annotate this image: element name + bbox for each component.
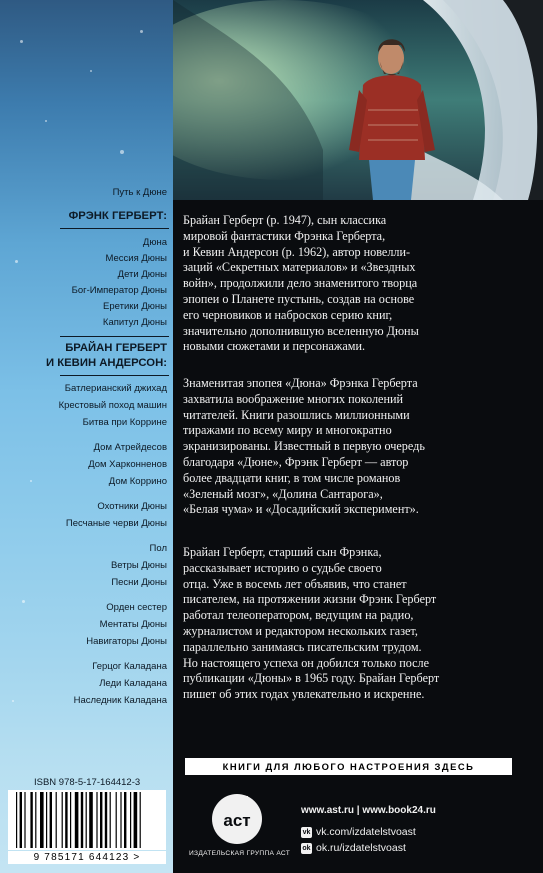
isbn-number: ISBN 978-5-17-164412-3 bbox=[34, 777, 141, 788]
text-line: эпопеи о Планете пустынь, создав на основе bbox=[183, 291, 415, 306]
barcode-bar bbox=[20, 792, 22, 848]
text-line: заций «Секретных материалов» и «Звездных bbox=[183, 260, 416, 275]
barcode-bar bbox=[134, 792, 138, 848]
text-line: и Кевин Андерсон (р. 1962), автор новелли- bbox=[183, 244, 411, 259]
book-title: Дети Дюны bbox=[117, 269, 167, 280]
barcode-bar bbox=[81, 792, 83, 848]
text-line: мировой фантастики Фрэнка Герберта, bbox=[183, 228, 386, 243]
book-title: Дюна bbox=[142, 237, 167, 248]
section-heading-brian-kevin-line2: И КЕВИН АНДЕРСОН: bbox=[45, 357, 167, 369]
barcode-bar bbox=[75, 792, 79, 848]
section-heading-brian-kevin-line1: БРАЙАН ГЕРБЕРТ bbox=[65, 342, 167, 354]
barcode-digits: 9 785171 644123 > bbox=[8, 851, 166, 864]
back-cover bbox=[173, 0, 543, 873]
book-title: Капитул Дюны bbox=[102, 317, 167, 328]
barcode-bar bbox=[70, 792, 71, 848]
barcode-bar bbox=[16, 792, 17, 848]
book-title: Наследник Каладана bbox=[73, 695, 167, 706]
barcode-bar bbox=[46, 792, 47, 848]
text-line: Брайан Герберт (р. 1947), сын классика bbox=[183, 213, 387, 227]
barcode-bar bbox=[124, 792, 126, 848]
series-sidebar bbox=[0, 0, 173, 873]
social-link-text: ok.ru/izdatelstvoast bbox=[316, 842, 406, 854]
text-line: рассказывает историю о судьбе своего bbox=[183, 560, 382, 575]
barcode-bar bbox=[56, 792, 57, 848]
section-heading-frank: ФРЭНК ГЕРБЕРТ: bbox=[68, 210, 167, 222]
book-title: Навигаторы Дюны bbox=[86, 636, 167, 647]
book-title: Герцог Каладана bbox=[92, 661, 167, 672]
text-line: его черновиков и набросков серию книг, bbox=[183, 307, 393, 322]
barcode-bar bbox=[30, 792, 32, 848]
social-link-vk[interactable] bbox=[301, 826, 416, 838]
barcode-bar bbox=[96, 792, 97, 848]
book-title: Бог-Император Дюны bbox=[71, 285, 167, 296]
text-line: работал телеоператором, ведущим на радио, bbox=[183, 608, 414, 623]
book-title: Ментаты Дюны bbox=[99, 619, 167, 630]
publisher-logo bbox=[201, 790, 273, 846]
book-title: Битва при Коррине bbox=[82, 417, 167, 428]
barcode-bar bbox=[50, 792, 52, 848]
logo-text: аст bbox=[223, 811, 251, 830]
book-title: Батлерианский джихад bbox=[64, 383, 167, 394]
divider bbox=[60, 228, 169, 229]
text-line: войн», продолжили дело знаменитого творца bbox=[183, 276, 418, 291]
text-line: Брайан Герберт, старший сын Фрэнка, bbox=[183, 545, 382, 559]
text-line: писателем, на протяжении жизни Фрэнк Герберт bbox=[183, 592, 437, 607]
divider bbox=[60, 375, 169, 376]
book-title: Мессия Дюны bbox=[105, 253, 167, 264]
text-line: Но настоящего успеха он добился только после bbox=[183, 655, 430, 670]
barcode-bar bbox=[40, 792, 44, 848]
book-title: Крестовый поход машин bbox=[58, 400, 167, 411]
author-bio-paragraph bbox=[183, 213, 535, 355]
book-title: Песни Дюны bbox=[111, 577, 167, 588]
publisher-websites[interactable]: www.ast.ru | www.book24.ru bbox=[301, 805, 436, 816]
text-line: журналистом и редактором нескольких газет, bbox=[183, 623, 418, 638]
book-title: Дом Коррино bbox=[108, 476, 167, 487]
text-line: более двадцати книг, в том числе романов bbox=[183, 470, 401, 485]
barcode bbox=[8, 790, 166, 850]
vk-icon: vk bbox=[302, 828, 311, 836]
tagline-banner: КНИГИ ДЛЯ ЛЮБОГО НАСТРОЕНИЯ ЗДЕСЬ bbox=[185, 758, 512, 775]
book-title: Дом Харконненов bbox=[88, 459, 167, 470]
barcode-bar bbox=[140, 792, 141, 848]
book-title: Песчаные черви Дюны bbox=[65, 518, 167, 529]
publisher-group-label: ИЗДАТЕЛЬСКАЯ ГРУППА АСТ bbox=[189, 850, 291, 857]
book-title: Охотники Дюны bbox=[97, 501, 167, 512]
barcode-bar bbox=[116, 792, 117, 848]
book-title: Пол bbox=[149, 543, 167, 554]
social-link-ok[interactable] bbox=[301, 842, 406, 854]
barcode-bar bbox=[86, 792, 87, 848]
barcode-bar bbox=[62, 792, 63, 848]
text-line: захватила воображение многих поколений bbox=[183, 391, 404, 406]
barcode-bar bbox=[105, 792, 107, 848]
book-title: Ветры Дюны bbox=[110, 560, 167, 571]
dune-epic-paragraph bbox=[183, 376, 535, 518]
biography-paragraph bbox=[183, 545, 535, 703]
social-link-text: vk.com/izdatelstvoast bbox=[316, 826, 416, 838]
barcode-bar bbox=[35, 792, 36, 848]
barcode-bar bbox=[110, 792, 111, 848]
text-line: экранизированы. Известный в первую очередь bbox=[183, 439, 425, 454]
book-title: Дом Атрейдесов bbox=[93, 442, 167, 453]
cover-illustration bbox=[173, 0, 543, 200]
text-line: параллельно занимаясь писательским трудом. bbox=[183, 639, 422, 654]
text-line: благодаря «Дюне», Фрэнк Герберт — автор bbox=[183, 454, 409, 469]
barcode-bar bbox=[24, 792, 25, 848]
text-line: новыми сюжетами и персонажами. bbox=[183, 339, 366, 354]
barcode-bar bbox=[130, 792, 131, 848]
text-line: читателей. Книги разошлись миллионными bbox=[183, 407, 410, 422]
barcode-bar bbox=[100, 792, 102, 848]
book-title: Еретики Дюны bbox=[103, 301, 167, 312]
text-line: «Зеленый мозг», «Долина Сантарога», bbox=[183, 486, 383, 501]
text-line: публикации «Дюны» в 1965 году. Брайан Герберт bbox=[183, 671, 440, 686]
barcode-bar bbox=[120, 792, 121, 848]
text-line: тиражами по всему миру и многократно bbox=[183, 423, 392, 438]
series-title: Путь к Дюне bbox=[112, 187, 167, 198]
barcode-bar bbox=[89, 792, 93, 848]
text-line: Знаменитая эпопея «Дюна» Фрэнка Герберта bbox=[183, 376, 418, 390]
text-line: пишет об этих годах увлекательно и искренне. bbox=[183, 687, 425, 702]
book-title: Орден сестер bbox=[106, 602, 167, 613]
ok-icon: ok bbox=[302, 844, 311, 852]
text-line: значительно дополнившую вселенную Дюны bbox=[183, 323, 419, 338]
text-line: отца. Уже в восемь лет объявив, что станет bbox=[183, 576, 407, 591]
text-line: «Белая чума» и «Досадийский эксперимент». bbox=[183, 502, 419, 517]
divider bbox=[60, 336, 169, 337]
barcode-bar bbox=[65, 792, 67, 848]
book-title: Леди Каладана bbox=[99, 678, 167, 689]
